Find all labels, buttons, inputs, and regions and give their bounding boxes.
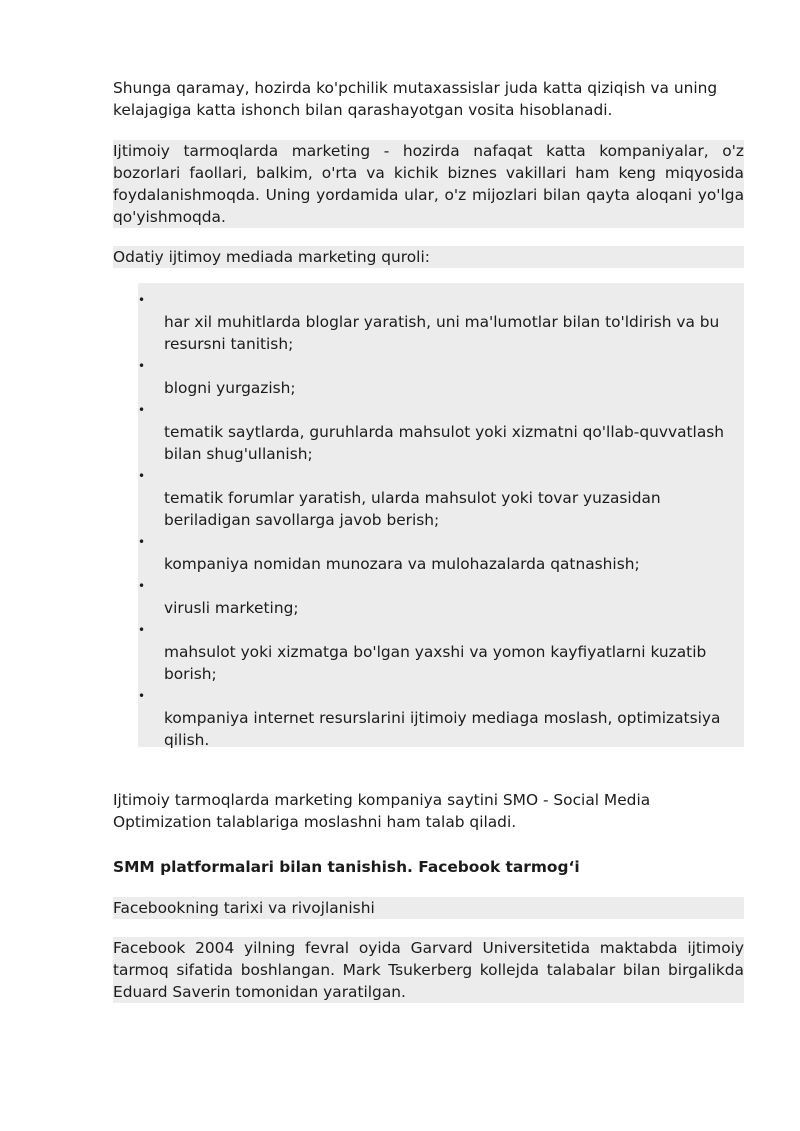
paragraph-facebook-history: Facebook 2004 yilning fevral oyida Garvard Universitetida maktabda ijtimoiy tarmoq sifatida boshlangan. Mark Tsukerberg kollejda talabalar bilan birgalikda Eduard Saverin tomonidan yaratilgan. [113, 939, 744, 1001]
paragraph-facebook-history-title: Facebookning tarixi va rivojlanishi [113, 897, 744, 919]
bullet-icon: • [138, 623, 146, 637]
bullet-icon: • [138, 403, 146, 417]
paragraph-smo: Ijtimoiy tarmoqlarda marketing kompaniya saytini SMO - Social Media Optimization talablariga moslashni ham talab qiladi. [113, 791, 651, 831]
bullet-icon: • [138, 359, 146, 373]
list-item-text: virusli marketing; [164, 599, 299, 617]
bullet-icon: • [138, 469, 146, 483]
bullet-icon: • [138, 689, 146, 703]
list-item-text: tematik forumlar yaratish, ularda mahsulot yoki tovar yuzasidan beriladigan savollarga javob berish; [164, 489, 661, 529]
paragraph-tools-intro: Odatiy ijtimoy mediada marketing quroli: [113, 246, 744, 268]
list-item-text: har xil muhitlarda bloglar yaratish, uni ma'lumotlar bilan to'ldirish va bu resursni tanitish; [164, 313, 720, 353]
list-item-text: kompaniya internet resurslarini ijtimoiy mediaga moslash, optimizatsiya qilish. [164, 709, 721, 749]
bullet-icon: • [138, 293, 146, 307]
section-heading: SMM platformalari bilan tanishish. Facebook tarmog‘i [113, 858, 580, 876]
list-item-text: kompaniya nomidan munozara va mulohazalarda qatnashish; [164, 555, 640, 573]
list-item-text: mahsulot yoki xizmatga bo'lgan yaxshi va yomon kayfiyatlarni kuzatib borish; [164, 643, 707, 683]
tools-bullet-list [138, 283, 744, 747]
bullet-icon: • [138, 535, 146, 549]
paragraph-smm-usage: Ijtimoiy tarmoqlarda marketing - hozirda nafaqat katta kompaniyalar, o'z bozorlari faollari, balkim, o'rta va kichik biznes vakillari ham keng miqyosida foydalanishmoqda. Uning yordamida ular, o'z mijozlari bilan qayta aloqani yo'lga qo'yishmoqda. [113, 142, 744, 226]
bullet-icon: • [138, 579, 146, 593]
paragraph-intro: Shunga qaramay, hozirda ko'pchilik mutaxassislar juda katta qiziqish va uning kelajagiga katta ishonch bilan qarashayotgan vosita hisoblanadi. [113, 79, 718, 119]
list-item-text: tematik saytlarda, guruhlarda mahsulot yoki xizmatni qo'llab-quvvatlash bilan shug'ullanish; [164, 423, 725, 463]
list-item-text: blogni yurgazish; [164, 379, 296, 397]
